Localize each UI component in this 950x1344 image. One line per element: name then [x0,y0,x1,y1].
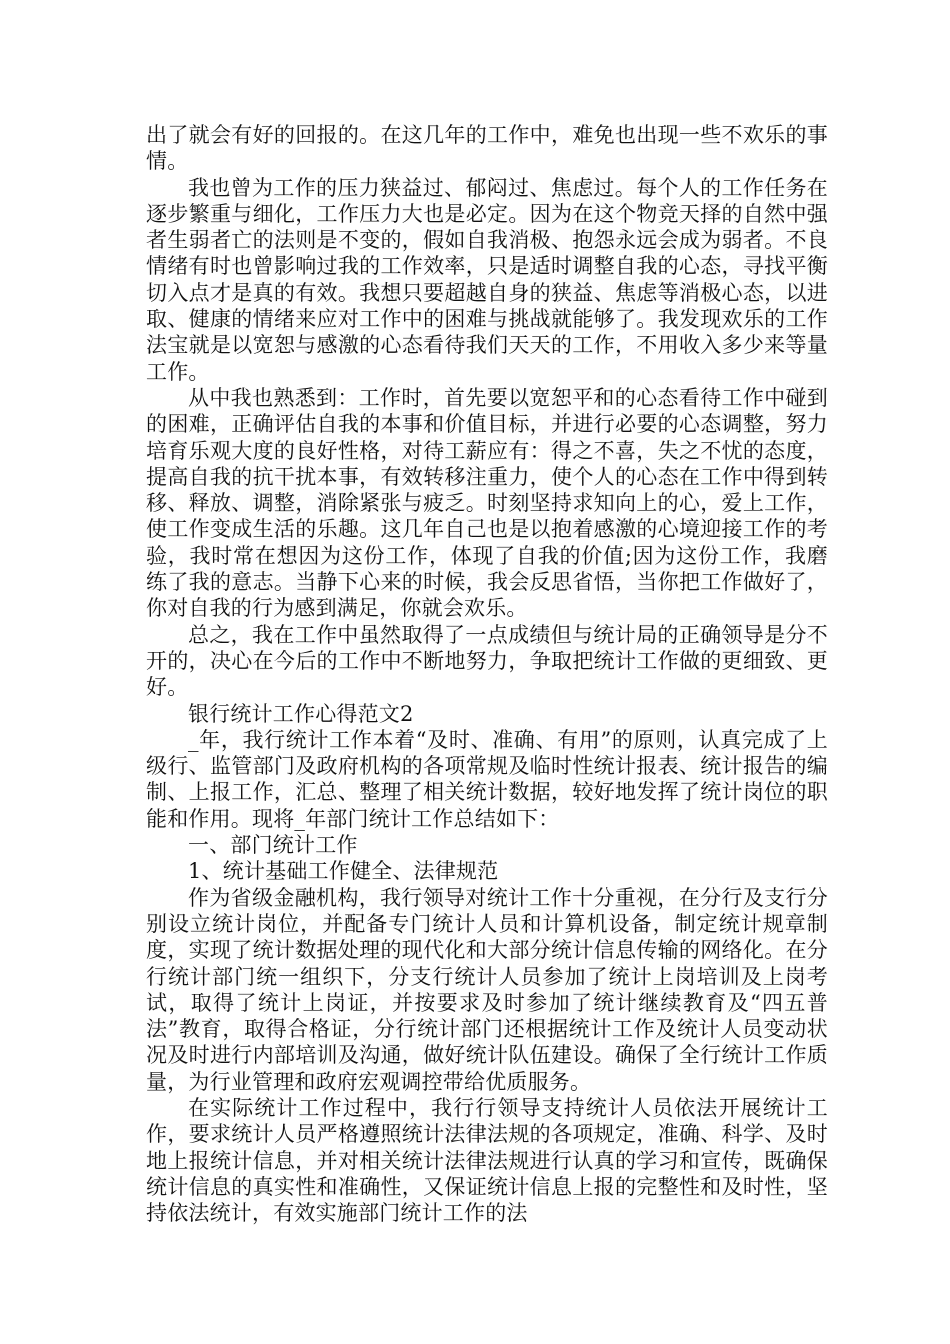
paragraph-conclusion: 总之，我在工作中虽然取得了一点成绩但与统计局的正确领导是分不开的，决心在今后的工作中不断地努力，争取把统计工作做的更细致、更好。 [146,622,828,700]
section-title: 银行统计工作心得范文2 [188,701,414,726]
paragraph-insight: 从中我也熟悉到：工作时，首先要以宽恕平和的心态看待工作中碰到的困难，正确评估自我的本事和价值目标，并进行必要的心态调整，努力培育乐观大度的良好性格，对待工薪应有：得之不喜，失之不忧的态度，提高自我的抗干扰本事，有效转移注重力，使个人的心态在工作中得到转移、释放、调整，消除紧张与疲乏。时刻坚持求知向上的心，爱上工作，使工作变成生活的乐趣。这几年自己也是以抱着感激的心境迎接工作的考验，我时常在想因为这份工作，体现了自我的价值;因为这份工作，我磨练了我的意志。当静下心来的时候，我会反思省悟，当你把工作做好了，你对自我的行为感到满足，你就会欢乐。 [146,385,828,621]
paragraph-foundation: 作为省级金融机构，我行领导对统计工作十分重视，在分行及支行分别设立统计岗位，并配备专门统计人员和计算机设备，制定统计规章制度，实现了统计数据处理的现代化和大部分统计信息传输的网络化。在分行统计部门统一组织下，分支行统计人员参加了统计上岗培训及上岗考试，取得了统计上岗证，并按要求及时参加了统计继续教育及“四五普法”教育，取得合格证，分行统计部门还根据统计工作及统计人员变动状况及时进行内部培训及沟通，做好统计队伍建设。确保了全行统计工作质量，为行业管理和政府宏观调控带给优质服务。 [146,885,828,1094]
paragraph-continuation: 出了就会有好的回报的。在这几年的工作中，难免也出现一些不欢乐的事情。 [146,123,828,174]
paragraph-pressure: 我也曾为工作的压力狭益过、郁闷过、焦虑过。每个人的工作任务在逐步繁重与细化，工作压力大也是必定。因为在这个物竞天择的自然中强者生弱者亡的法则是不变的，假如自我消极、抱怨永远会成为弱者。不良情绪有时也曾影响过我的工作效率，只是适时调整自我的心态，寻找平衡切入点才是真的有效。我想只要超越自身的狭益、焦虑等消极心态，以进取、健康的情绪来应对工作中的困难与挑战就能够了。我发现欢乐的工作法宝就是以宽恕与感激的心态看待我们天天的工作，不用收入多少来等量工作。 [146,175,828,384]
paragraph-practice: 在实际统计工作过程中，我行行领导支持统计人员依法开展统计工作，要求统计人员严格遵照统计法律法规的各项规定，准确、科学、及时地上报统计信息，并对相关统计法律法规进行认真的学习和宣传，既确保统计信息的真实性和准确性，又保证统计信息上报的完整性和及时性，坚持依法统计，有效实施部门统计工作的法 [146,1095,828,1226]
section-heading-1: 一、部门统计工作 [188,833,358,858]
subsection-heading-1: 1、统计基础工作健全、法律规范 [188,859,499,884]
document-body [146,122,828,1226]
paragraph-intro: _年，我行统计工作本着“及时、准确、有用”的原则，认真完成了上级行、监管部门及政府机构的各项常规及临时性统计报表、统计报告的编制、上报工作，汇总、整理了相关统计数据，较好地发挥了统计岗位的职能和作用。现将_年部门统计工作总结如下： [146,727,828,831]
